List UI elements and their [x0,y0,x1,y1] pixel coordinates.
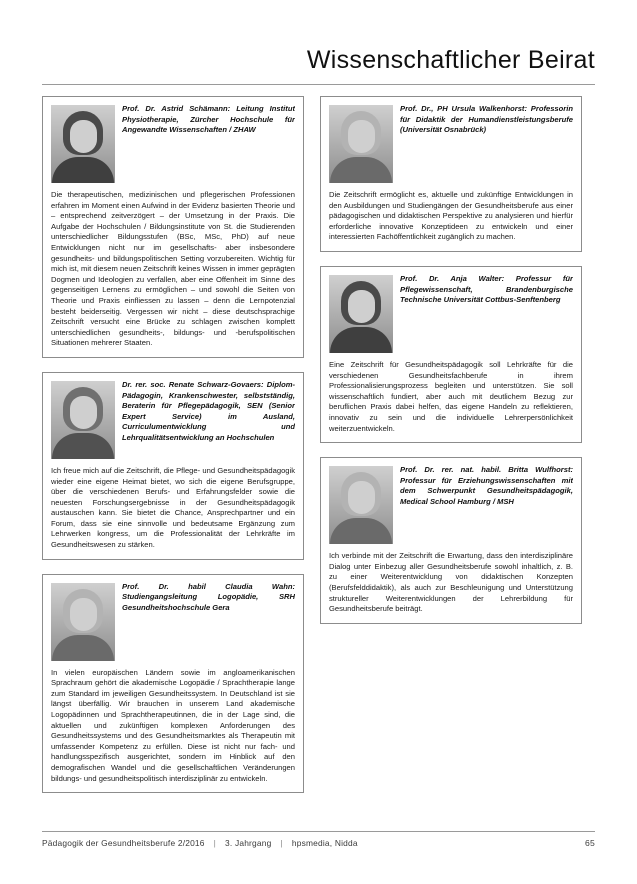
bio-text: Eine Zeitschrift für Gesundheitspädagogik soll Lehrkräfte für die verschiedenen Gesundheitsfachberufe in ihrem Professionalisierungsprozess begleiten und unterstützen. Sie soll wissenschaftlich fundiert, aber auch mit deutlichem Bezug zur beruflichen Praxis dabei helfen, das eigene Handeln zu reflektieren, innovativ zu sein und die individuelle Lehrerpersönlichkeit weiterzuentwickeln. [329,359,573,433]
portrait-photo [329,105,393,183]
bio-name: Prof. Dr., PH Ursula Walkenhorst: Professorin für Didaktik der Humandienstleistungsberufe (Universität Osnabrück) [400,104,573,135]
bio-header [51,380,295,463]
bio-header [51,582,295,665]
footer-page-number: 65 [585,838,595,848]
bio-card [42,96,304,358]
bio-header [329,274,573,357]
footer-publisher: hpsmedia, Nidda [291,838,358,848]
bio-text: Die Zeitschrift ermöglicht es, aktuelle und zukünftige Entwicklungen in den Ausbildungen und Studiengängen der Gesundheitsberufe aus einer pädagogischen und didaktischen Perspektive zu analysieren und hierfür erforderliche innovative Konzeptideen zu entwickeln und einer interessierten Fachöffentlichkeit zugänglich zu machen. [329,190,573,242]
portrait-photo [51,105,115,183]
portrait-photo [329,275,393,353]
columns-container [42,96,595,793]
bio-text: In vielen europäischen Ländern sowie im angloamerikanischen Sprachraum gehört die akademische Logopädie / Sprachtherapie lange zum Standard im jeweiligen Gesundheitssystem. In Deutschland ist sie längst überfällig. Wir brauchen in unserem Land akademische Logopädinnen und Sprachtherapeutinnen, die in der Lage sind, die aktuellen und zukünftigen komplexen Anforderungen des Gesundheitssystems und des Gesundheitsmarktes als Therapeutin mit umfassender Kompetenz zu erfüllen. Diese ist nicht nur fach- und handlungsspezifisch ausgerichtet, sondern im Hinblick auf den demografischen Wandel und die gesellschaftlichen Veränderungen bildungs- und gesundheitspolitisch interdisziplinär zu entwickeln. [51,667,295,783]
title-divider [42,84,595,85]
column-left [42,96,304,793]
footer-separator: | [213,838,217,848]
bio-text: Die therapeutischen, medizinischen und pflegerischen Professionen erfahren im Moment einen Aufwind in der Evidenz basierten Theorie und – entsprechend zeitverzögert – der Umsetzung in der Praxis. Die Aufgabe der Hochschulen / Bildungsinstitute von St. die Studierenden unterschiedlicher Bildungsstufen (BSc, MSc, PhD) auf neue Entwicklungen nicht nur im gesellschafts- aber insbesondere gesundheits- und bildungspolitischen Setting vorzubereiten. Wichtig für mich ist, mit diesem neuen Zeitschrift keines Wissen in immer geprägten Dogmen und Ideologien zu verfallen, aber eine Offenheit im Sinne des gegenseitigen Lernens zu ermöglichen – und sowohl die Seiten von Theorie und Praxis einfliessen zu lassen – denn die Lernpotenzial besteht beiderseitig. Vergessen wir nicht – diese deutschsprachige Zeitschrift versucht eine Brücke zu schlagen zwischen komplett unterschiedlichen gesundheits-, bildungs- und -berufspolitischen Situationen mehrerer Staaten. [51,190,295,348]
bio-header [329,104,573,187]
column-right [320,96,582,793]
bio-name: Prof. Dr. rer. nat. habil. Britta Wulfhorst: Professur für Erziehungswissenschaften mit dem Schwerpunkt Gesundheitspädagogik, Medical School Hamburg / MSH [400,465,573,506]
bio-header [51,104,295,187]
bio-name: Prof. Dr. Anja Walter: Professur für Pflegewissenschaft, Brandenburgische Technische Universität Cottbus-Senftenberg [400,273,573,305]
footer-separator: | [280,838,283,848]
page-footer [42,831,595,848]
bio-text: Ich freue mich auf die Zeitschrift, die Pflege- und Gesundheitspädagogik wieder eine eigene Heimat bietet, wo sich die eigene Berufsgruppe, über die verschiedenen Berufs- und Erfahrungsfelder sowie die neuesten Forschungsergebnisse in der Gesundheitspädagogik austauschen kann. Sie bietet die Chance, Ansprechpartner und ein Forum, dass sie eine sinnvolle und bedeutsame Ergänzung zum Lehrwerken kongress, um die Professionalität der Lehrkräfte im Gesundheitswesen zu stärken. [51,465,295,550]
footer-divider [42,831,595,832]
bio-text: Ich verbinde mit der Zeitschrift die Erwartung, dass den interdisziplinäre Dialog unter Einbezug aller Gesundheitsberufe sowohl inhaltlich, z. B. zu einer Weiterentwicklung von didaktischen Konzepten (Berufsfelddidaktik), als auch zur Beschleunigung und Unterstützung struktureller Weiterentwicklungen der Lehrerbildung für Gesundheitsberufe beiträgt. [329,551,573,614]
bio-card [42,372,304,560]
bio-name: Dr. rer. soc. Renate Schwarz-Govaers: Diplom-Pädagogin, Krankenschwester, selbstständig, Beraterin für Pflegepädagogik, SEN (Senior Expert Service) im Ausland, Curriculumentwicklung und Lehrqualitätsentwicklung an Hochschulen [122,379,295,442]
portrait-photo [51,381,115,459]
footer-volume: 3. Jahrgang [225,838,272,848]
portrait-photo [51,583,115,661]
bio-name: Prof. Dr. habil Claudia Wahn: Studiengangsleitung Logopädie, SRH Gesundheitshochschule Gera [122,581,295,612]
portrait-photo [329,466,393,544]
bio-card [320,266,582,443]
footer-journal: Pädagogik der Gesundheitsberufe 2/2016 [42,838,205,848]
bio-card [320,457,582,624]
bio-name: Prof. Dr. Astrid Schämann: Leitung Institut Physiotherapie, Zürcher Hochschule für Angewandte Wissenschaften / ZHAW [122,104,295,135]
page-title: Wissenschaftlicher Beirat [306,46,595,74]
bio-header [329,465,573,548]
footer-row [42,838,595,848]
footer-meta [42,838,585,848]
bio-card [42,574,304,794]
bio-card [320,96,582,252]
